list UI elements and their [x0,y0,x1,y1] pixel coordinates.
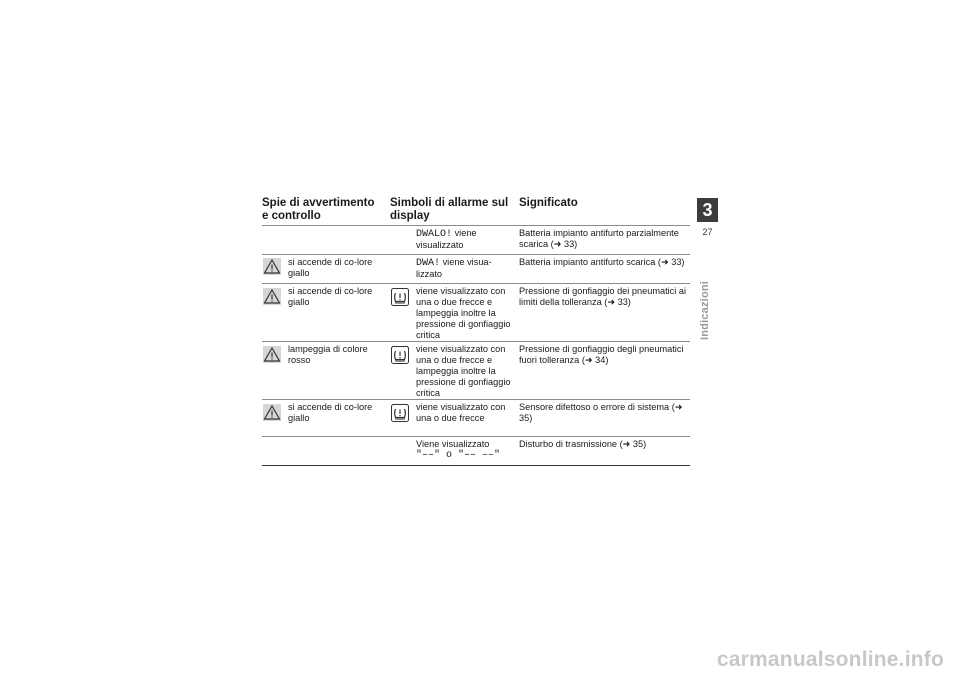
column-header-display-symbols: Simboli di allarme sul display [390,197,509,222]
meaning-text: Disturbo di trasmissione (➜ 35) [519,439,647,449]
watermark: carmanualsonline.info [716,648,944,671]
warning-triangle-icon [263,258,281,275]
display-description: Viene visualizzato [416,439,490,449]
warning-triangle-icon [263,288,281,305]
row-divider [262,399,690,400]
display-description: viene visualizzato [416,228,477,250]
meaning-text: Pressione di gonfiaggio degli pneumatici fuori tolleranza (➜ 34) [519,344,684,365]
display-code: "––" o "–– ––" [416,450,501,461]
page-number: 27 [702,227,713,237]
meaning-text: Sensore difettoso o errore di sistema (➜ 35) [519,402,683,423]
tyre-pressure-icon [391,346,409,364]
light-description: si accende di co-lore giallo [288,286,373,307]
display-description: viene visualizzato con una o due frecce e lampeggia inoltre la pressione di gonfiaggio critica [416,286,511,340]
warning-triangle-icon [263,346,281,363]
display-code: DWALO! [416,229,453,240]
chapter-title: Indicazioni [699,280,711,340]
column-header-meaning: Significato [519,197,578,209]
column-header-warning-lights: Spie di avvertimento e controllo [262,197,375,222]
table-row [416,439,511,461]
row-divider [262,254,690,255]
display-description: viene visualizzato con una o due frecce [416,402,506,423]
light-description: si accende di co-lore giallo [288,402,373,423]
display-code: DWA! [416,258,441,269]
tyre-pressure-icon [391,404,409,422]
row-divider [262,341,690,342]
row-divider [262,283,690,284]
tyre-pressure-icon [391,288,409,306]
row-divider [262,225,690,226]
row-divider [262,436,690,437]
warning-triangle-icon [263,404,281,421]
table-row [416,228,511,251]
meaning-text: Batteria impianto antifurto scarica (➜ 33) [519,257,685,267]
chapter-number: 3 [697,198,718,222]
light-description: lampeggia di colore rosso [288,344,368,365]
meaning-text: Pressione di gonfiaggio dei pneumatici ai limiti della tolleranza (➜ 33) [519,286,687,307]
table-row [416,257,511,280]
display-description: viene visua-lizzato [416,257,492,279]
light-description: si accende di co-lore giallo [288,257,373,278]
display-description: viene visualizzato con una o due frecce e lampeggia inoltre la pressione di gonfiaggio critica [416,344,511,398]
table-bottom-rule [262,465,690,466]
meaning-text: Batteria impianto antifurto parzialmente scarica (➜ 33) [519,228,679,249]
